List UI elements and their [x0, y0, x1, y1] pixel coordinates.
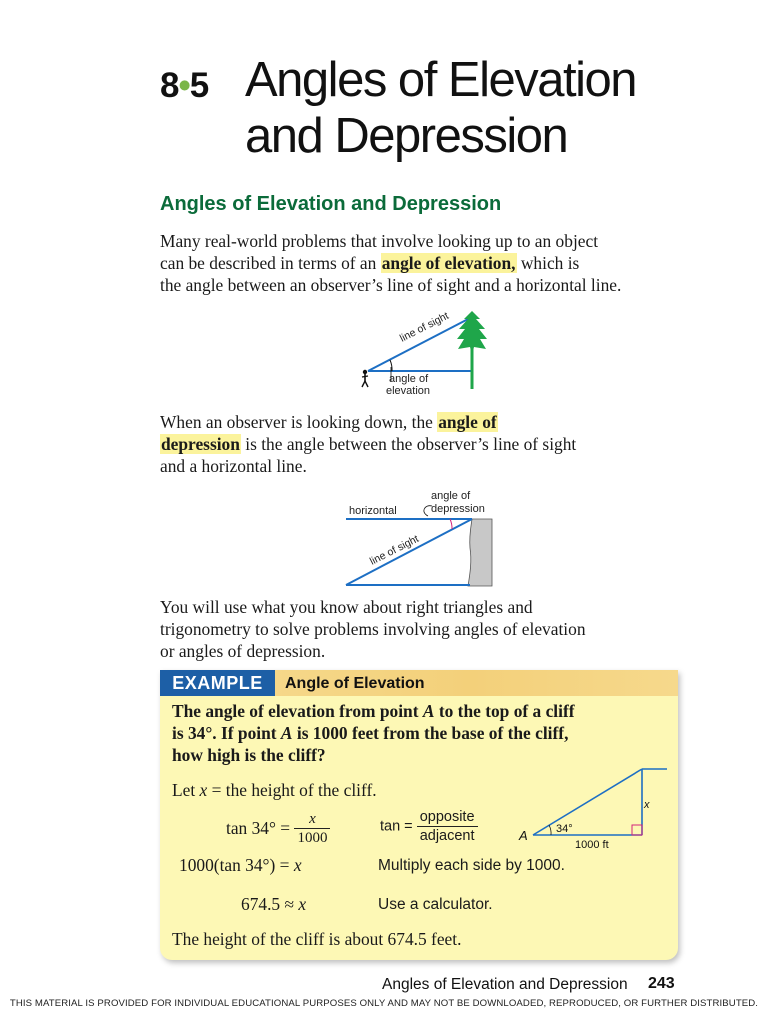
elevation-diagram: [350, 305, 500, 400]
person-icon: [362, 370, 368, 387]
line-of-sight-line: [346, 519, 472, 585]
problem-line1-a: The angle of elevation from point: [172, 701, 423, 721]
problem-line2: [172, 722, 667, 744]
example-tag: EXAMPLE: [160, 670, 275, 696]
section-heading: Angles of Elevation and Depression: [160, 193, 502, 215]
line-of-sight-label: line of sight: [397, 309, 451, 345]
step1-lhs: tan 34° =: [226, 818, 295, 838]
base-length-label: 1000 ft: [575, 839, 609, 851]
let-a: Let: [172, 780, 200, 800]
para2-line2: [160, 433, 685, 455]
para3-line3: or angles of depression.: [160, 641, 326, 661]
para2-line3: and a horizontal line.: [160, 456, 307, 476]
term-angle-of-depression-part2: depression: [161, 434, 240, 454]
problem-line1-b: to the top of a cliff: [434, 701, 575, 721]
page-title-line1: Angles of Elevation: [245, 53, 636, 107]
para3-line1: You will use what you know about right triangles and: [160, 597, 533, 617]
tan-frac-den: adjacent: [419, 828, 475, 844]
cliff-triangle-diagram: [515, 762, 675, 854]
tan-definition: [380, 808, 478, 845]
paragraph-intro-problems: [160, 596, 685, 662]
step2-note: Multiply each side by 1000.: [378, 857, 565, 874]
para1-line3: the angle between an observer’s line of sight and a horizontal line.: [160, 275, 622, 295]
tan-frac-num: opposite: [417, 808, 478, 827]
problem-line1: [172, 700, 667, 722]
example-title: Angle of Elevation: [285, 675, 425, 692]
problem-line3: how high is the cliff?: [172, 745, 326, 765]
step2-a: 1000(tan 34°) =: [179, 855, 294, 875]
section-number-minor: 5: [189, 66, 209, 105]
step3-equation: [241, 894, 306, 915]
right-angle-marker: [632, 825, 642, 835]
step2-var: x: [293, 855, 302, 875]
paragraph-depression: [160, 411, 685, 477]
page-title-line2: and Depression: [245, 109, 568, 163]
step1-fraction: [294, 810, 330, 847]
angle-label-line1: angle of: [431, 490, 471, 502]
angle-label-line1: angle of: [389, 373, 429, 385]
term-angle-of-elevation: angle of elevation,: [381, 253, 516, 273]
problem-line1-var: A: [422, 701, 435, 721]
angle-34-label: 34°: [556, 823, 573, 835]
problem-line2-b: is 1000 feet from the base of the cliff,: [292, 723, 569, 743]
term-angle-of-depression-part1: angle of: [438, 412, 497, 432]
horizontal-label: horizontal: [349, 505, 397, 517]
problem-line2-a: is 34°. If point: [172, 723, 281, 743]
line-of-sight-label: line of sight: [367, 532, 421, 568]
para2-line2-text: is the angle between the observer’s line of sight: [245, 434, 577, 454]
para1-line2: [160, 252, 685, 274]
depression-angle-arc: [450, 519, 452, 529]
depression-diagram: [340, 486, 500, 590]
step1-frac-den: 1000: [297, 830, 328, 846]
angle-label-line2: depression: [431, 503, 485, 515]
step3-note: Use a calculator.: [378, 896, 493, 913]
para1-line2-text: can be described in terms of an: [160, 253, 377, 273]
step3-a: 674.5 ≈: [241, 894, 299, 914]
para2-line1-text: When an observer is looking down, the: [160, 412, 433, 432]
tan-fraction: [417, 808, 478, 845]
disclaimer: THIS MATERIAL IS PROVIDED FOR INDIVIDUAL EDUCATIONAL PURPOSES ONLY AND MAY NOT BE DOWNLOADED, REPRODUCED, OR FURTHER DISTRIBUTED.: [9, 998, 759, 1009]
section-number: [160, 66, 208, 106]
let-b: = the height of the cliff.: [207, 780, 377, 800]
paragraph-elevation: [160, 230, 685, 296]
section-number-major: 8: [160, 66, 179, 105]
angle-label-line2: elevation: [386, 385, 431, 397]
step2-equation: [179, 855, 302, 876]
step1-equation: [226, 810, 330, 847]
let-statement: [172, 780, 377, 801]
problem-line2-var: A: [280, 723, 293, 743]
para1-line2-after: which is: [520, 253, 580, 273]
step1-frac-num: x: [294, 810, 330, 829]
step3-var: x: [298, 894, 307, 914]
example-conclusion: The height of the cliff is about 674.5 feet.: [172, 929, 462, 949]
let-var: x: [199, 780, 208, 800]
angle-arc: [549, 825, 551, 835]
cliff-shape: [468, 519, 492, 586]
para2-line1: [160, 411, 685, 433]
page-number: 243: [648, 975, 675, 992]
point-a-label: A: [519, 828, 528, 843]
example-problem: [172, 700, 667, 766]
section-number-dot: •: [178, 66, 190, 105]
para3-line2: trigonometry to solve problems involving angles of elevation: [160, 619, 586, 639]
height-x-label: x: [644, 799, 650, 811]
para1-line1: Many real-world problems that involve looking up to an object: [160, 231, 599, 251]
tan-label: tan =: [380, 818, 417, 835]
footer-title: Angles of Elevation and Depression: [382, 976, 628, 993]
